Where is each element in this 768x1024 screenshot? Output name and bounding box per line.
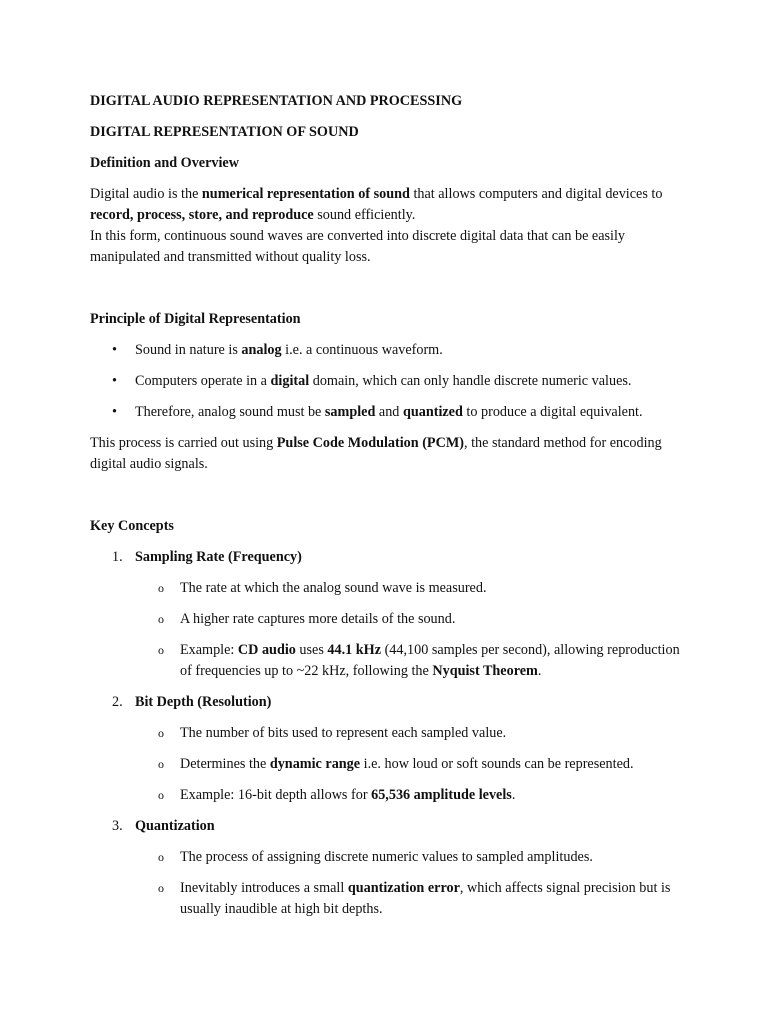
list-item: o Example: 16-bit depth allows for 65,536 amplitude levels.: [90, 785, 680, 806]
list-number: 3.: [112, 818, 123, 834]
definition-paragraph-2: In this form, continuous sound waves are converted into discrete digital data that can be easily manipulated and transmitted without quality loss.: [90, 228, 626, 265]
list-item: o Example: CD audio uses 44.1 kHz (44,100 samples per second), allowing reproduction of frequencies up to ~22 kHz, following the Nyquist Theorem.: [158, 642, 680, 679]
quantization-sublist: [90, 847, 690, 920]
bullet-icon: •: [112, 342, 117, 358]
bullet-icon: •: [112, 373, 117, 389]
definition-heading: Definition and Overview: [90, 155, 239, 171]
circle-bullet-icon: o: [158, 881, 164, 895]
list-item: • Sound in nature is analog i.e. a continuous waveform.: [90, 340, 690, 361]
list-item: o A higher rate captures more details of the sound.: [90, 609, 680, 630]
list-item: o The process of assigning discrete numeric values to sampled amplitudes.: [90, 847, 680, 868]
list-item: • Computers operate in a digital domain, which can only handle discrete numeric values.: [90, 371, 690, 392]
list-item: o The number of bits used to represent each sampled value.: [90, 723, 680, 744]
principle-closing-paragraph: This process is carried out using Pulse Code Modulation (PCM), the standard method for encoding digital audio signals.: [90, 435, 662, 472]
principle-bullet-list: [90, 340, 690, 423]
principle-heading: Principle of Digital Representation: [90, 311, 301, 327]
circle-bullet-icon: o: [158, 757, 164, 771]
section-title: DIGITAL REPRESENTATION OF SOUND: [90, 124, 359, 140]
list-number: 2.: [112, 694, 123, 710]
list-item: o Inevitably introduces a small quantization error, which affects signal precision but is usually inaudible at high bit depths.: [158, 880, 671, 917]
document-title: DIGITAL AUDIO REPRESENTATION AND PROCESSING: [90, 93, 463, 109]
circle-bullet-icon: o: [158, 726, 164, 740]
circle-bullet-icon: o: [158, 788, 164, 802]
circle-bullet-icon: o: [158, 850, 164, 864]
definition-paragraph-1: Digital audio is the numerical representation of sound that allows computers and digital devices to record, process, store, and reproduce sound efficiently.: [90, 186, 663, 223]
concept-quantization: 3. Quantization: [90, 816, 690, 837]
document-page: [90, 91, 690, 930]
list-item: o Determines the dynamic range i.e. how loud or soft sounds can be represented.: [90, 754, 680, 775]
circle-bullet-icon: o: [158, 612, 164, 626]
list-item: o The rate at which the analog sound wave is measured.: [90, 578, 680, 599]
key-concepts-heading: Key Concepts: [90, 518, 174, 534]
concept-bit-depth: 2. Bit Depth (Resolution): [90, 692, 690, 713]
sampling-rate-sublist: [90, 578, 690, 682]
concept-sampling-rate: 1. Sampling Rate (Frequency): [90, 547, 690, 568]
list-item: • Therefore, analog sound must be sampled and quantized to produce a digital equivalent.: [90, 402, 690, 423]
circle-bullet-icon: o: [158, 643, 164, 657]
bullet-icon: •: [112, 404, 117, 420]
circle-bullet-icon: o: [158, 581, 164, 595]
bit-depth-sublist: [90, 723, 690, 806]
list-number: 1.: [112, 549, 123, 565]
